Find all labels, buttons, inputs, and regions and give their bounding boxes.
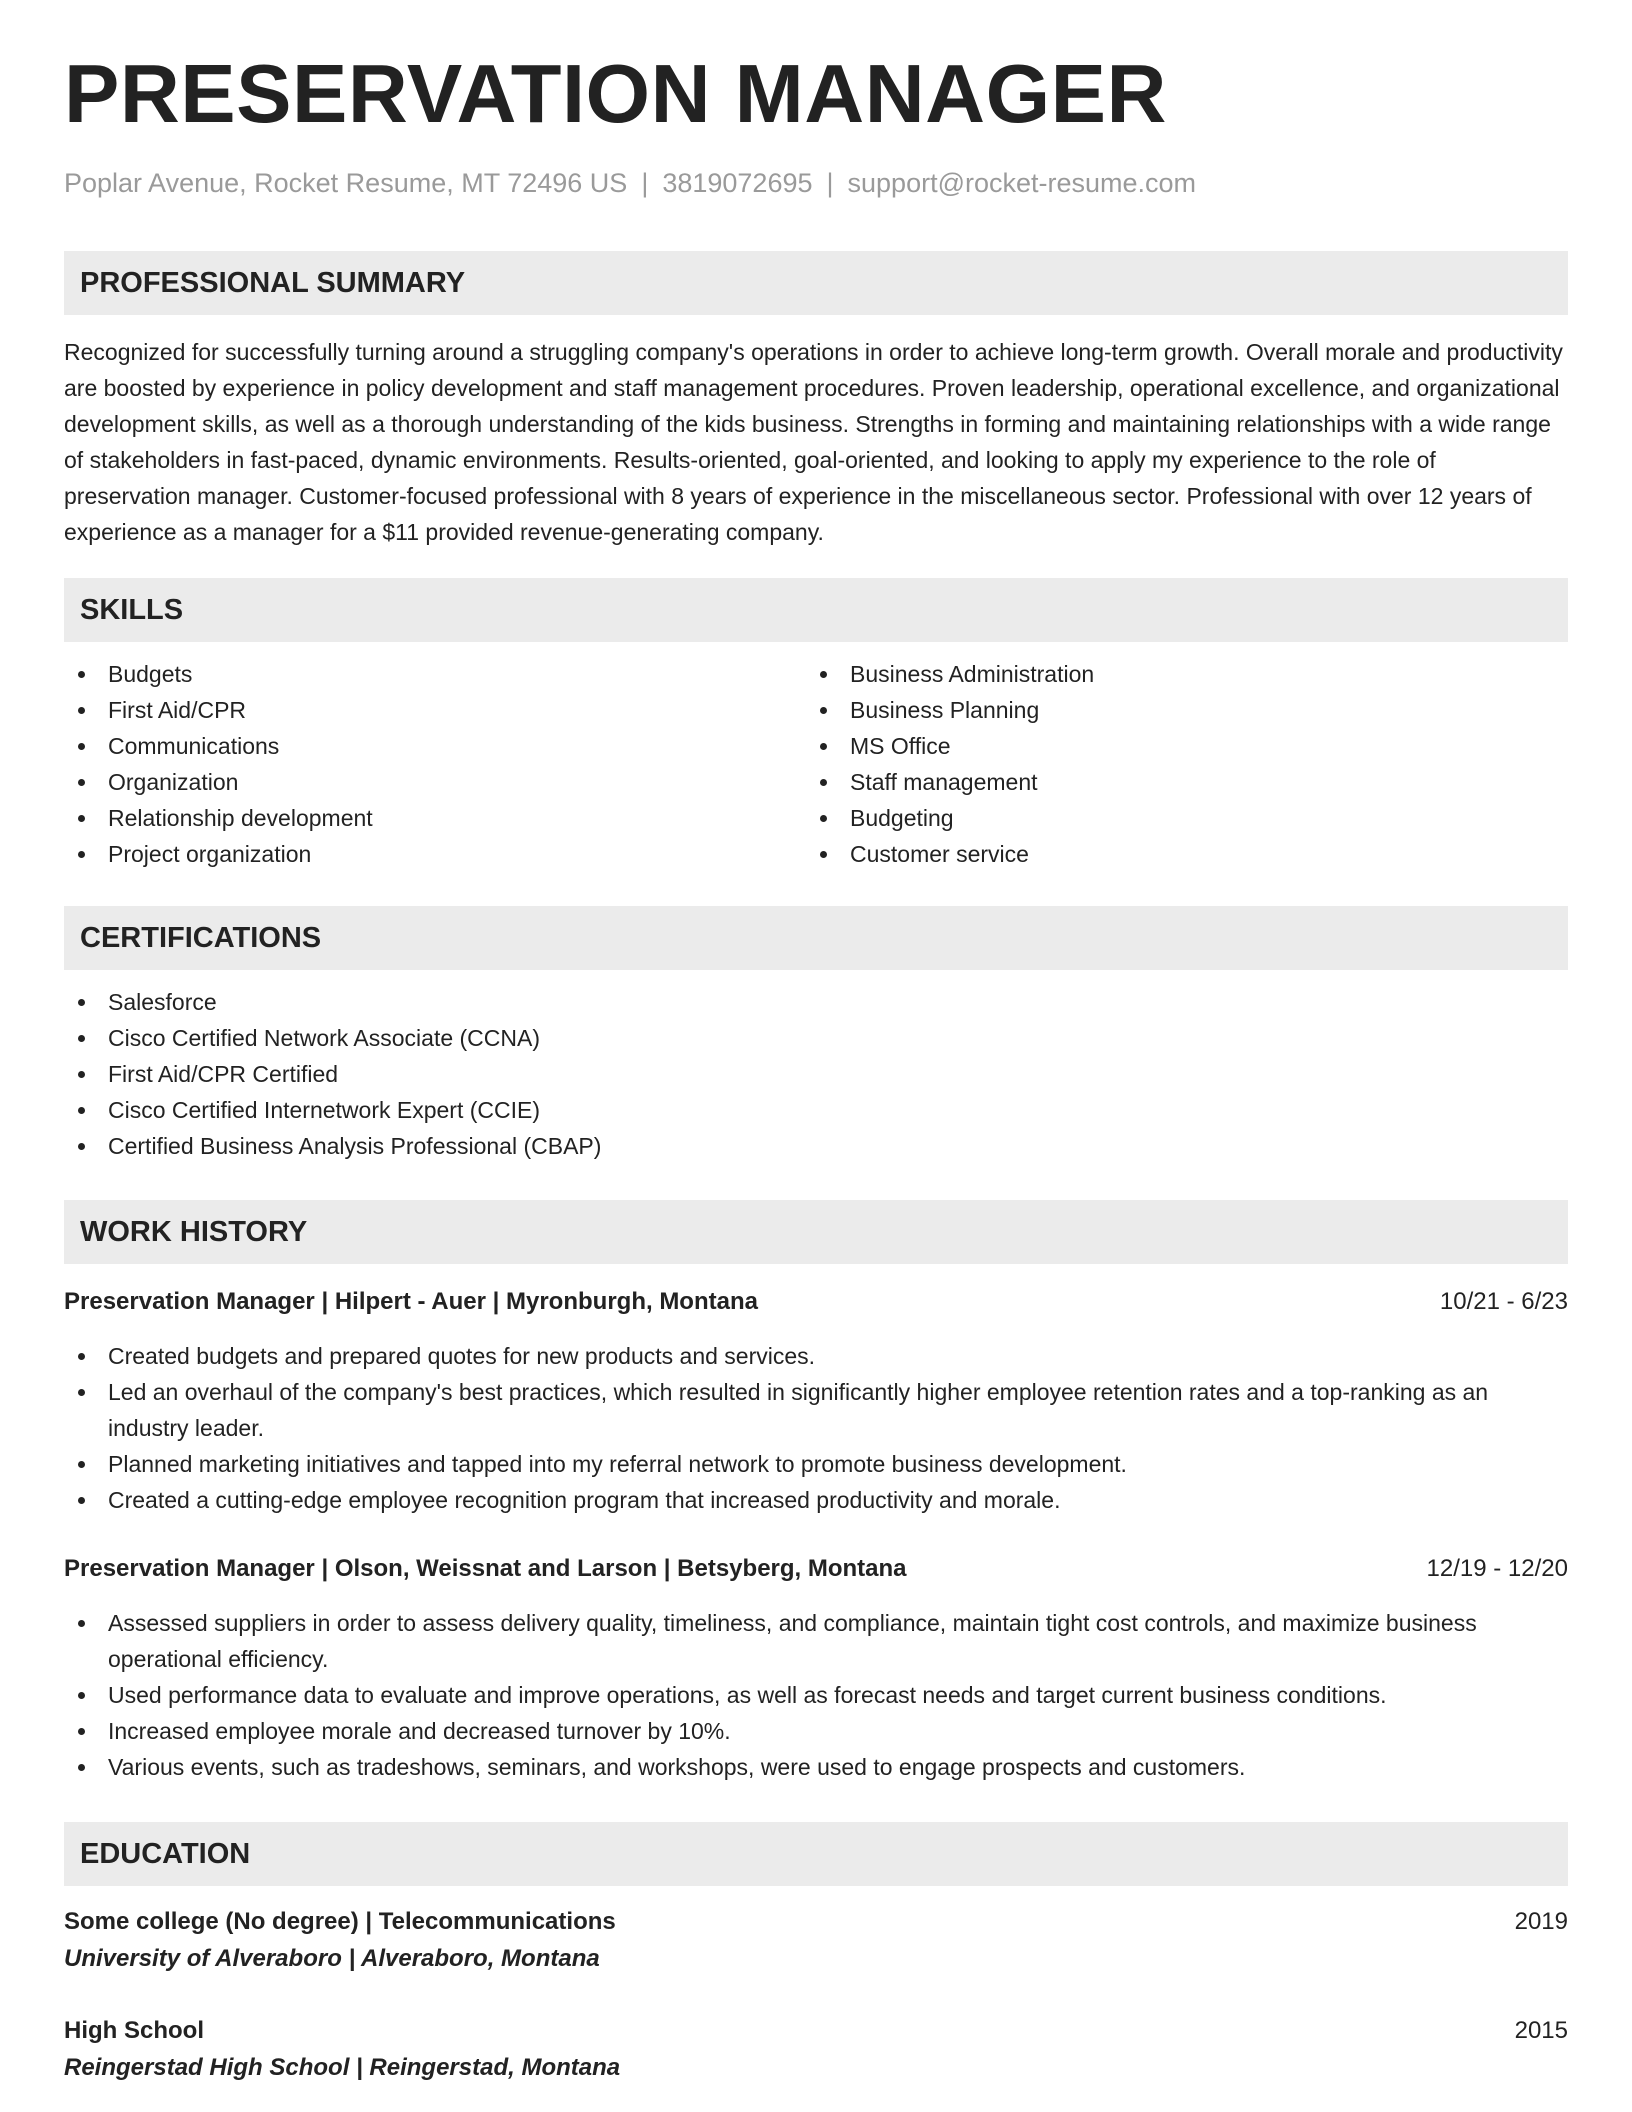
certification-item [64,1128,1568,1164]
contact-separator: | [826,168,834,198]
education-school: University of Alveraboro | Alveraboro, Montana [64,1945,600,1972]
skill-item [806,656,1566,692]
certifications-list [64,984,1568,1164]
job-bullets [64,1338,1568,1518]
skill-label: Staff management [850,769,1038,795]
certification-label: Salesforce [108,989,217,1015]
skill-label: Communications [108,733,280,759]
education-school: Reingerstad High School | Reingerstad, Montana [64,2054,621,2081]
bullet-icon [820,671,827,678]
candidate-name: PRESERVATION MANAGER [64,47,1167,140]
bullet-icon [78,1692,85,1699]
skill-label: Budgeting [850,805,954,831]
contact-line [64,168,1196,199]
skill-item [64,656,784,692]
skill-label: Customer service [850,841,1029,867]
skill-label: Budgets [108,661,193,687]
section-heading-education: EDUCATION [64,1822,1568,1886]
bullet-icon [78,1071,85,1078]
section-heading-work-history: WORK HISTORY [64,1200,1568,1264]
certification-label: First Aid/CPR Certified [108,1061,339,1087]
education-year: 2019 [1514,1908,1568,1935]
job-bullet [64,1338,1568,1374]
job-title: Preservation Manager | Hilpert - Auer | Myronburgh, Montana [64,1288,758,1315]
certification-label: Cisco Certified Internetwork Expert (CCIE) [108,1097,541,1123]
bullet-icon [820,851,827,858]
job-bullet [64,1677,1568,1713]
skill-item [806,764,1566,800]
bullet-icon [78,1497,85,1504]
skills-list-left [64,656,784,872]
bullet-icon [78,1764,85,1771]
skill-label: First Aid/CPR [108,697,247,723]
skill-label: Business Planning [850,697,1040,723]
education-degree: Some college (No degree) | Telecommunications [64,1908,616,1935]
certification-label: Certified Business Analysis Professional (CBAP) [108,1133,602,1159]
skill-label: Business Administration [850,661,1095,687]
job-bullet-text: Planned marketing initiatives and tapped into my referral network to promote business development. [108,1451,1127,1477]
contact-address: Poplar Avenue, Rocket Resume, MT 72496 US [64,168,628,198]
job-bullet [64,1713,1568,1749]
job-title: Preservation Manager | Olson, Weissnat and Larson | Betsyberg, Montana [64,1555,907,1582]
certification-item [64,1056,1568,1092]
skills-list-right [806,656,1566,872]
skill-item [64,728,784,764]
bullet-icon [78,671,85,678]
summary-text: Recognized for successfully turning around a struggling company's operations in order to achieve long-term growth. Overall morale and productivity are boosted by experience in policy development and staff management procedures. Proven leadership, operational excellence, and organizational development skills, as well as a thorough understanding of the kids business. Strengths in forming and maintaining relationships with a wide range of stakeholders in fast-paced, dynamic environments. Results-oriented, goal-oriented, and looking to apply my experience to the role of preservation manager. Customer-focused professional with 8 years of experience in the miscellaneous sector. Professional with over 12 years of experience as a manager for a $11 provided revenue-generating company. [64,339,1563,545]
job-dates: 12/19 - 12/20 [1426,1555,1568,1582]
job-bullet-text: Created budgets and prepared quotes for new products and services. [108,1343,816,1369]
certification-item [64,1092,1568,1128]
skill-label: Organization [108,769,239,795]
job-bullet [64,1374,1568,1446]
bullet-icon [820,743,827,750]
job-bullet-text: Increased employee morale and decreased turnover by 10%. [108,1718,731,1744]
bullet-icon [78,1389,85,1396]
bullet-icon [78,999,85,1006]
skill-item [806,836,1566,872]
bullet-icon [78,779,85,786]
skill-item [806,692,1566,728]
education-degree: High School [64,2017,204,2044]
section-heading-certifications: CERTIFICATIONS [64,906,1568,970]
job-bullet-text: Created a cutting-edge employee recognition program that increased productivity and morale. [108,1487,1061,1513]
certification-item [64,984,1568,1020]
skill-label: MS Office [850,733,951,759]
bullet-icon [78,1353,85,1360]
certification-item [64,1020,1568,1056]
contact-phone: 3819072695 [662,168,813,198]
skill-item [64,836,784,872]
job-bullet-text: Used performance data to evaluate and improve operations, as well as forecast needs and target current business conditions. [108,1682,1387,1708]
bullet-icon [78,743,85,750]
skill-item [64,800,784,836]
bullet-icon [78,851,85,858]
job-bullets [64,1605,1568,1785]
bullet-icon [78,1728,85,1735]
job-bullet [64,1605,1568,1677]
bullet-icon [820,707,827,714]
skill-item [64,692,784,728]
skill-label: Relationship development [108,805,373,831]
certification-label: Cisco Certified Network Associate (CCNA) [108,1025,541,1051]
bullet-icon [78,1107,85,1114]
skill-item [806,728,1566,764]
bullet-icon [78,707,85,714]
job-bullet [64,1482,1568,1518]
bullet-icon [78,1620,85,1627]
skill-item [806,800,1566,836]
bullet-icon [820,779,827,786]
bullet-icon [820,815,827,822]
job-bullet-text: Various events, such as tradeshows, seminars, and workshops, were used to engage prospects and customers. [108,1754,1246,1780]
job-bullet-text: Assessed suppliers in order to assess delivery quality, timeliness, and compliance, maintain tight cost controls, and maximize business operational efficiency. [108,1610,1477,1672]
bullet-icon [78,1143,85,1150]
skill-label: Project organization [108,841,312,867]
section-heading-summary: PROFESSIONAL SUMMARY [64,251,1568,315]
bullet-icon [78,815,85,822]
education-year: 2015 [1514,2017,1568,2044]
section-heading-skills: SKILLS [64,578,1568,642]
bullet-icon [78,1461,85,1468]
job-bullet [64,1749,1568,1785]
contact-separator: | [641,168,649,198]
bullet-icon [78,1035,85,1042]
job-dates: 10/21 - 6/23 [1439,1288,1568,1315]
skill-item [64,764,784,800]
job-bullet [64,1446,1568,1482]
contact-email[interactable]: support@rocket-resume.com [847,168,1197,198]
job-bullet-text: Led an overhaul of the company's best practices, which resulted in significantly higher employee retention rates and a top-ranking as an industry leader. [108,1379,1489,1441]
